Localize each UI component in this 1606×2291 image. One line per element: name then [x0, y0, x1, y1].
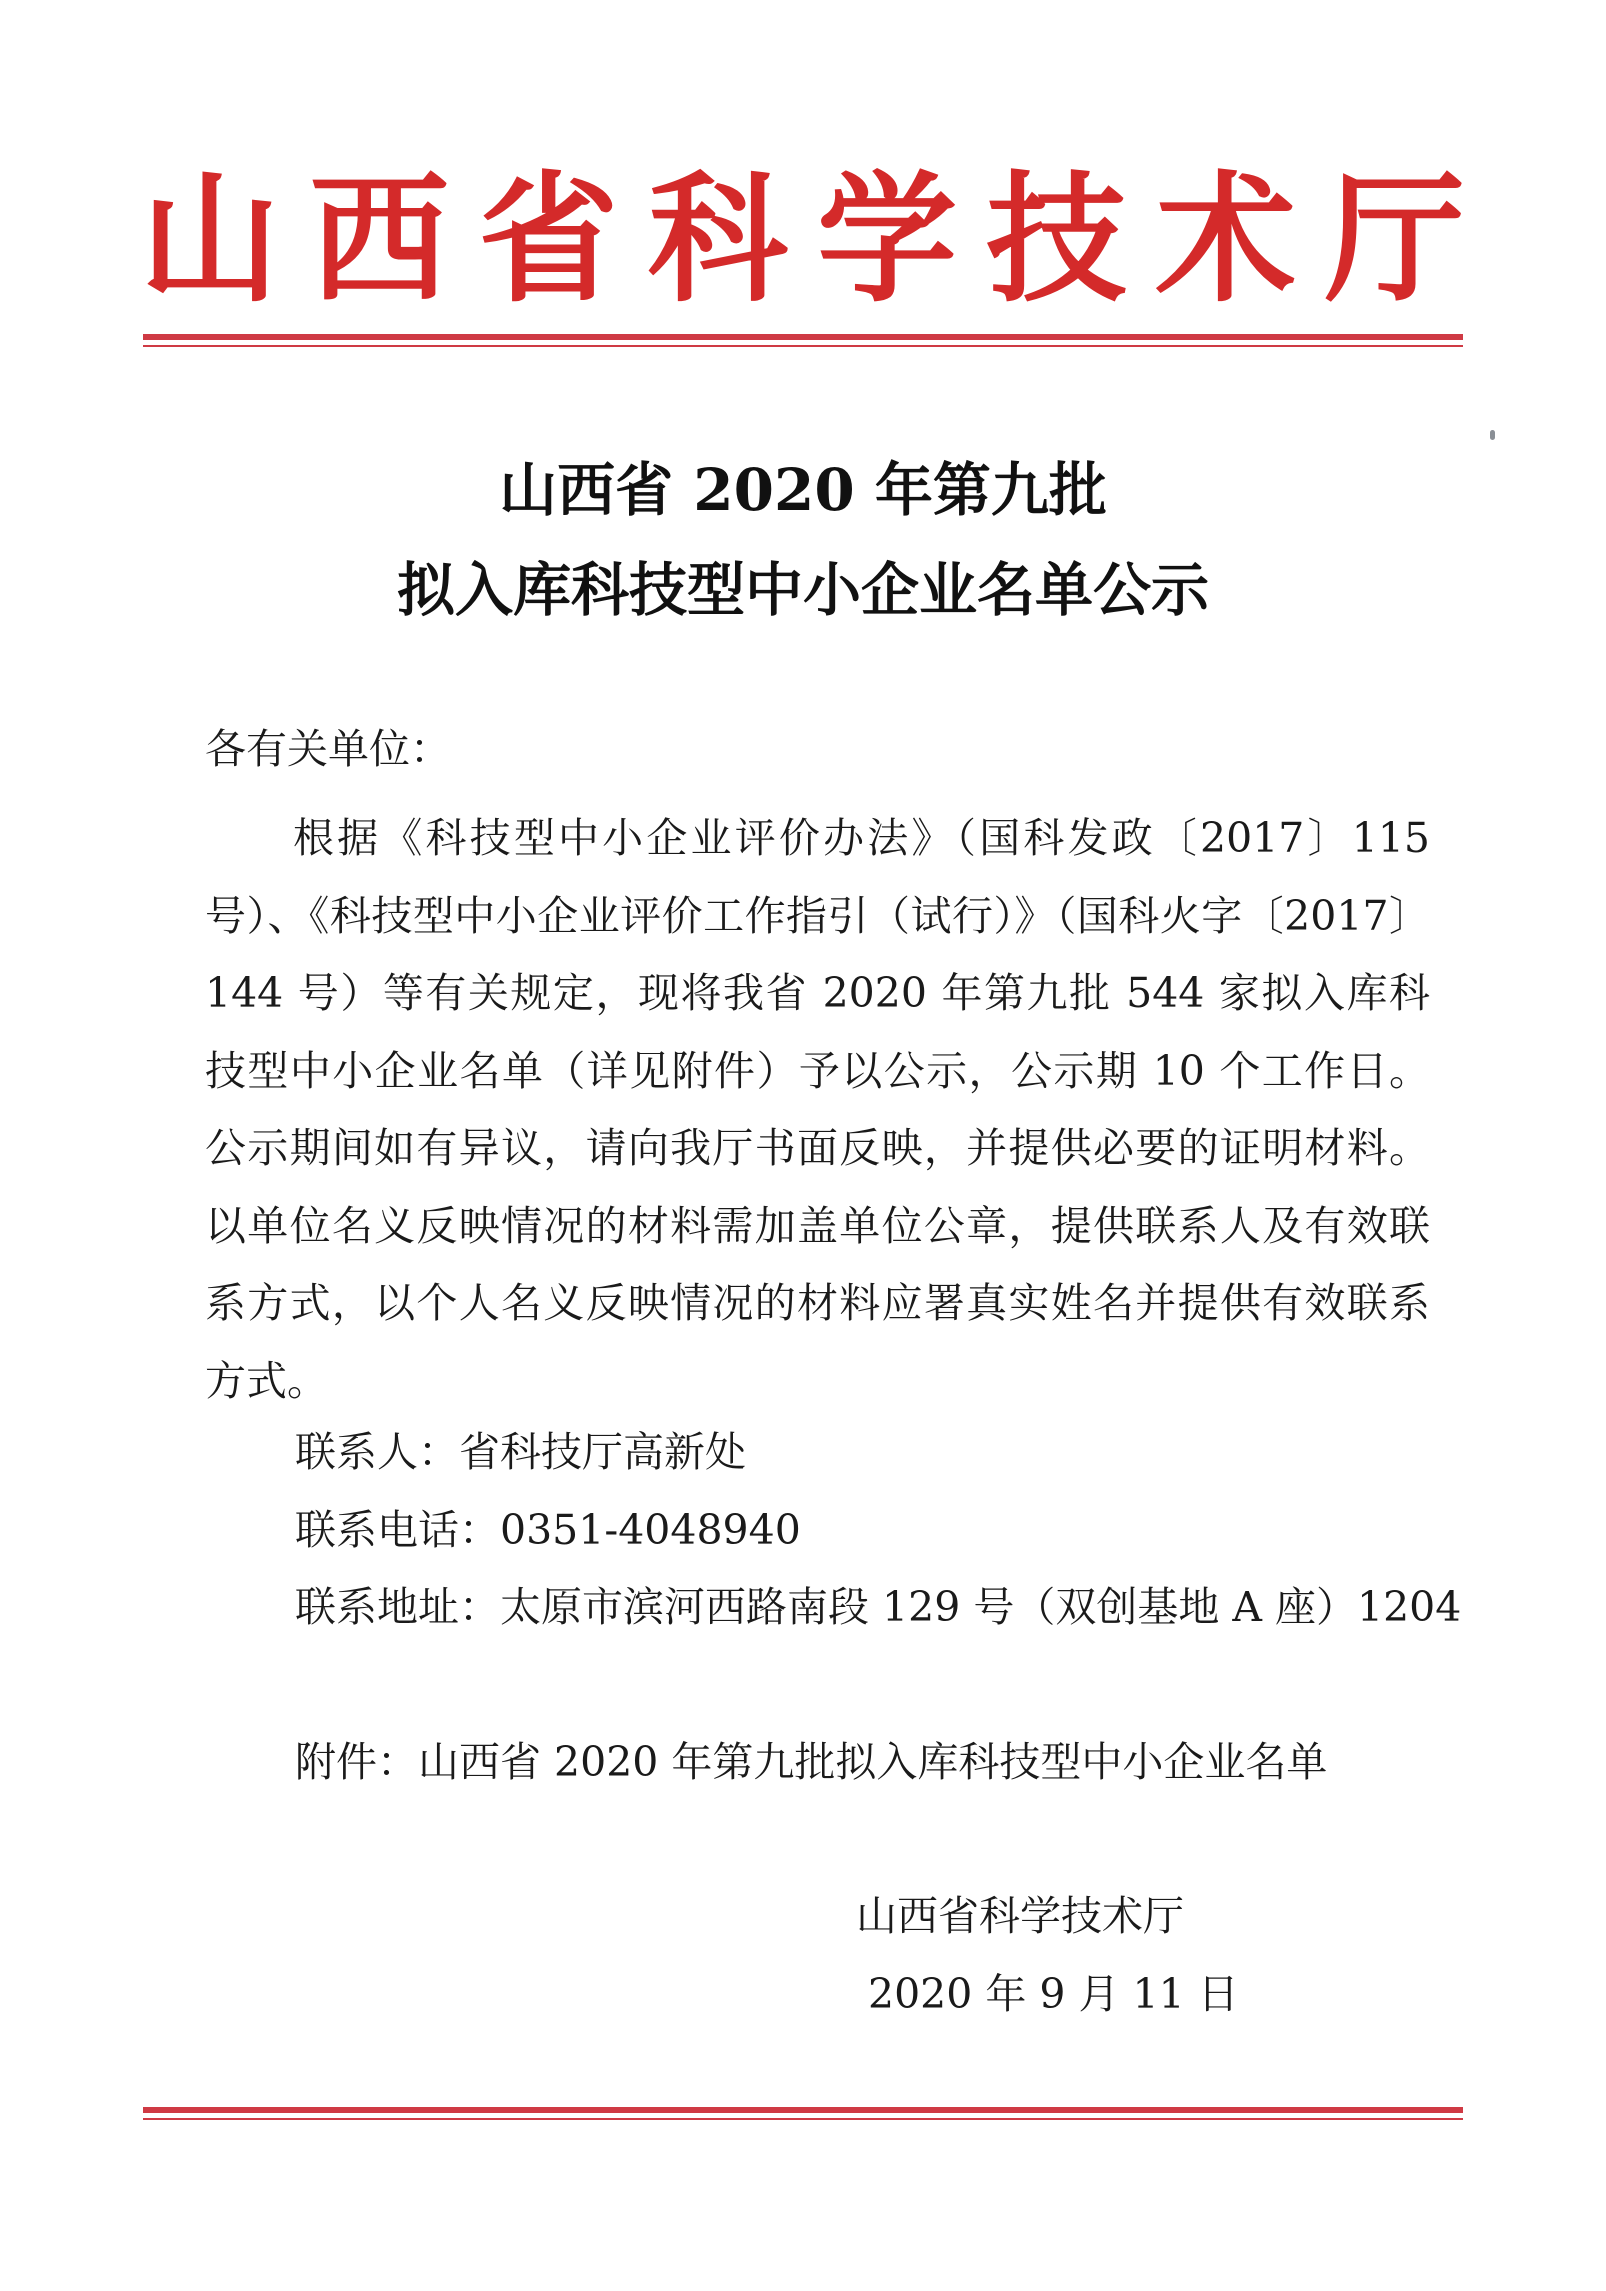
- document-title-line1: 山西省 2020 年第九批: [499, 456, 1107, 524]
- letterhead-char: 西: [309, 158, 450, 322]
- contact-person: 联系人：省科技厅高新处: [295, 1428, 746, 1476]
- document-title-line2: 拟入库科技型中小企业名单公示: [396, 556, 1209, 624]
- attachment-note: 附件：山西省 2020 年第九批拟入库科技型中小企业名单: [295, 1738, 1328, 1786]
- letterhead-char: 山: [140, 158, 281, 322]
- footer-divider: [143, 2107, 1463, 2120]
- letterhead-divider: [143, 334, 1463, 347]
- letterhead-char: 省: [478, 158, 619, 322]
- letterhead-char: 学: [817, 158, 958, 322]
- letterhead-char: 技: [986, 158, 1127, 322]
- letterhead-char: 科: [647, 158, 788, 322]
- contact-phone: 联系电话：0351-4048940: [295, 1506, 801, 1554]
- contact-address: 联系地址：太原市滨河西路南段 129 号（双创基地 A 座）1204: [295, 1583, 1462, 1631]
- signature-organization: 山西省科学技术厅: [856, 1892, 1184, 1940]
- letterhead-title: [140, 160, 1465, 320]
- body-paragraph: 根据《科技型中小企业评价办法》（国科发政〔2017〕115号）、《科技型中小企业评价工作指引（试行）》（国科火字〔2017〕144 号）等有关规定，现将我省 2020 年第九批 544 家拟入库科技型中小企业名单（详见附件）予以公示，公示期 10 个工作日。公示期间如有异议，请向我厅书面反映，并提供必要的证明材料。以单位名义反映情况的材料需加盖单位公章，提供联系人及有效联系方式，以个人名义反映情况的材料应署真实姓名并提供有效联系方式。: [205, 814, 1430, 1405]
- salutation: 各有关单位：: [205, 725, 451, 773]
- scan-speck: [1490, 430, 1495, 440]
- letterhead-char: 厅: [1324, 158, 1465, 322]
- letterhead-char: 术: [1155, 158, 1296, 322]
- signature-date: 2020 年 9 月 11 日: [868, 1970, 1239, 2018]
